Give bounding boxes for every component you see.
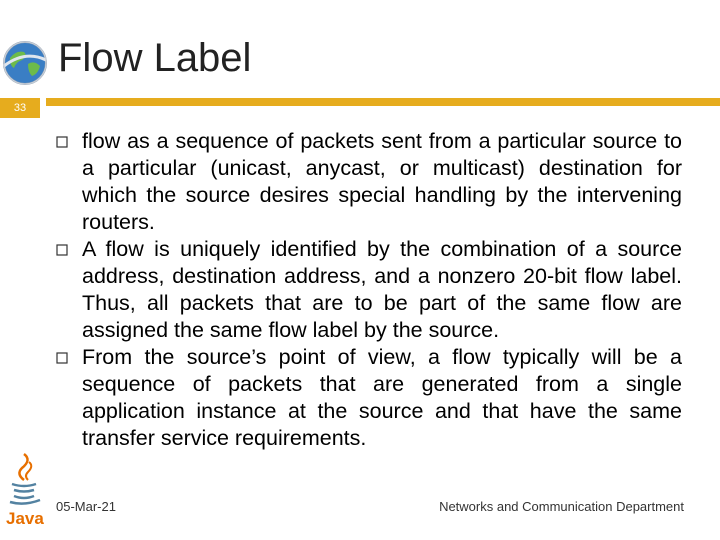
bullet-text: From the source’s point of view, a flow typically will be a sequence of packets that are generated from a single application instance at the source and that have the same transfer service requirements.	[82, 345, 682, 450]
java-logo-text: Java	[6, 509, 44, 528]
square-bullet-icon	[56, 344, 82, 369]
java-logo-icon	[2, 450, 46, 528]
square-bullet-icon	[56, 128, 82, 153]
slide-number-box	[0, 98, 40, 118]
slide-number: 33	[13, 102, 27, 114]
slide-title: Flow Label	[58, 36, 252, 80]
accent-bar	[46, 98, 720, 106]
list-item	[56, 236, 682, 344]
bullet-text: A flow is uniquely identified by the combination of a source address, destination address, and a nonzero 20-bit flow label. Thus, all packets that are to be part of the same flow are assigned the same flow label by the source.	[82, 237, 682, 342]
bullet-list	[56, 128, 682, 452]
title-divider-bar	[0, 98, 720, 118]
list-item	[56, 344, 682, 452]
footer-department: Networks and Communication Department	[439, 499, 684, 514]
bullet-text: flow as a sequence of packets sent from a particular source to a particular (unicast, anycast, or multicast) destination for which the source desires special handling by the intervening routers.	[82, 129, 682, 234]
footer-date: 05-Mar-21	[56, 499, 116, 514]
square-bullet-icon	[56, 236, 82, 261]
globe-logo-icon	[2, 40, 48, 86]
list-item	[56, 128, 682, 236]
